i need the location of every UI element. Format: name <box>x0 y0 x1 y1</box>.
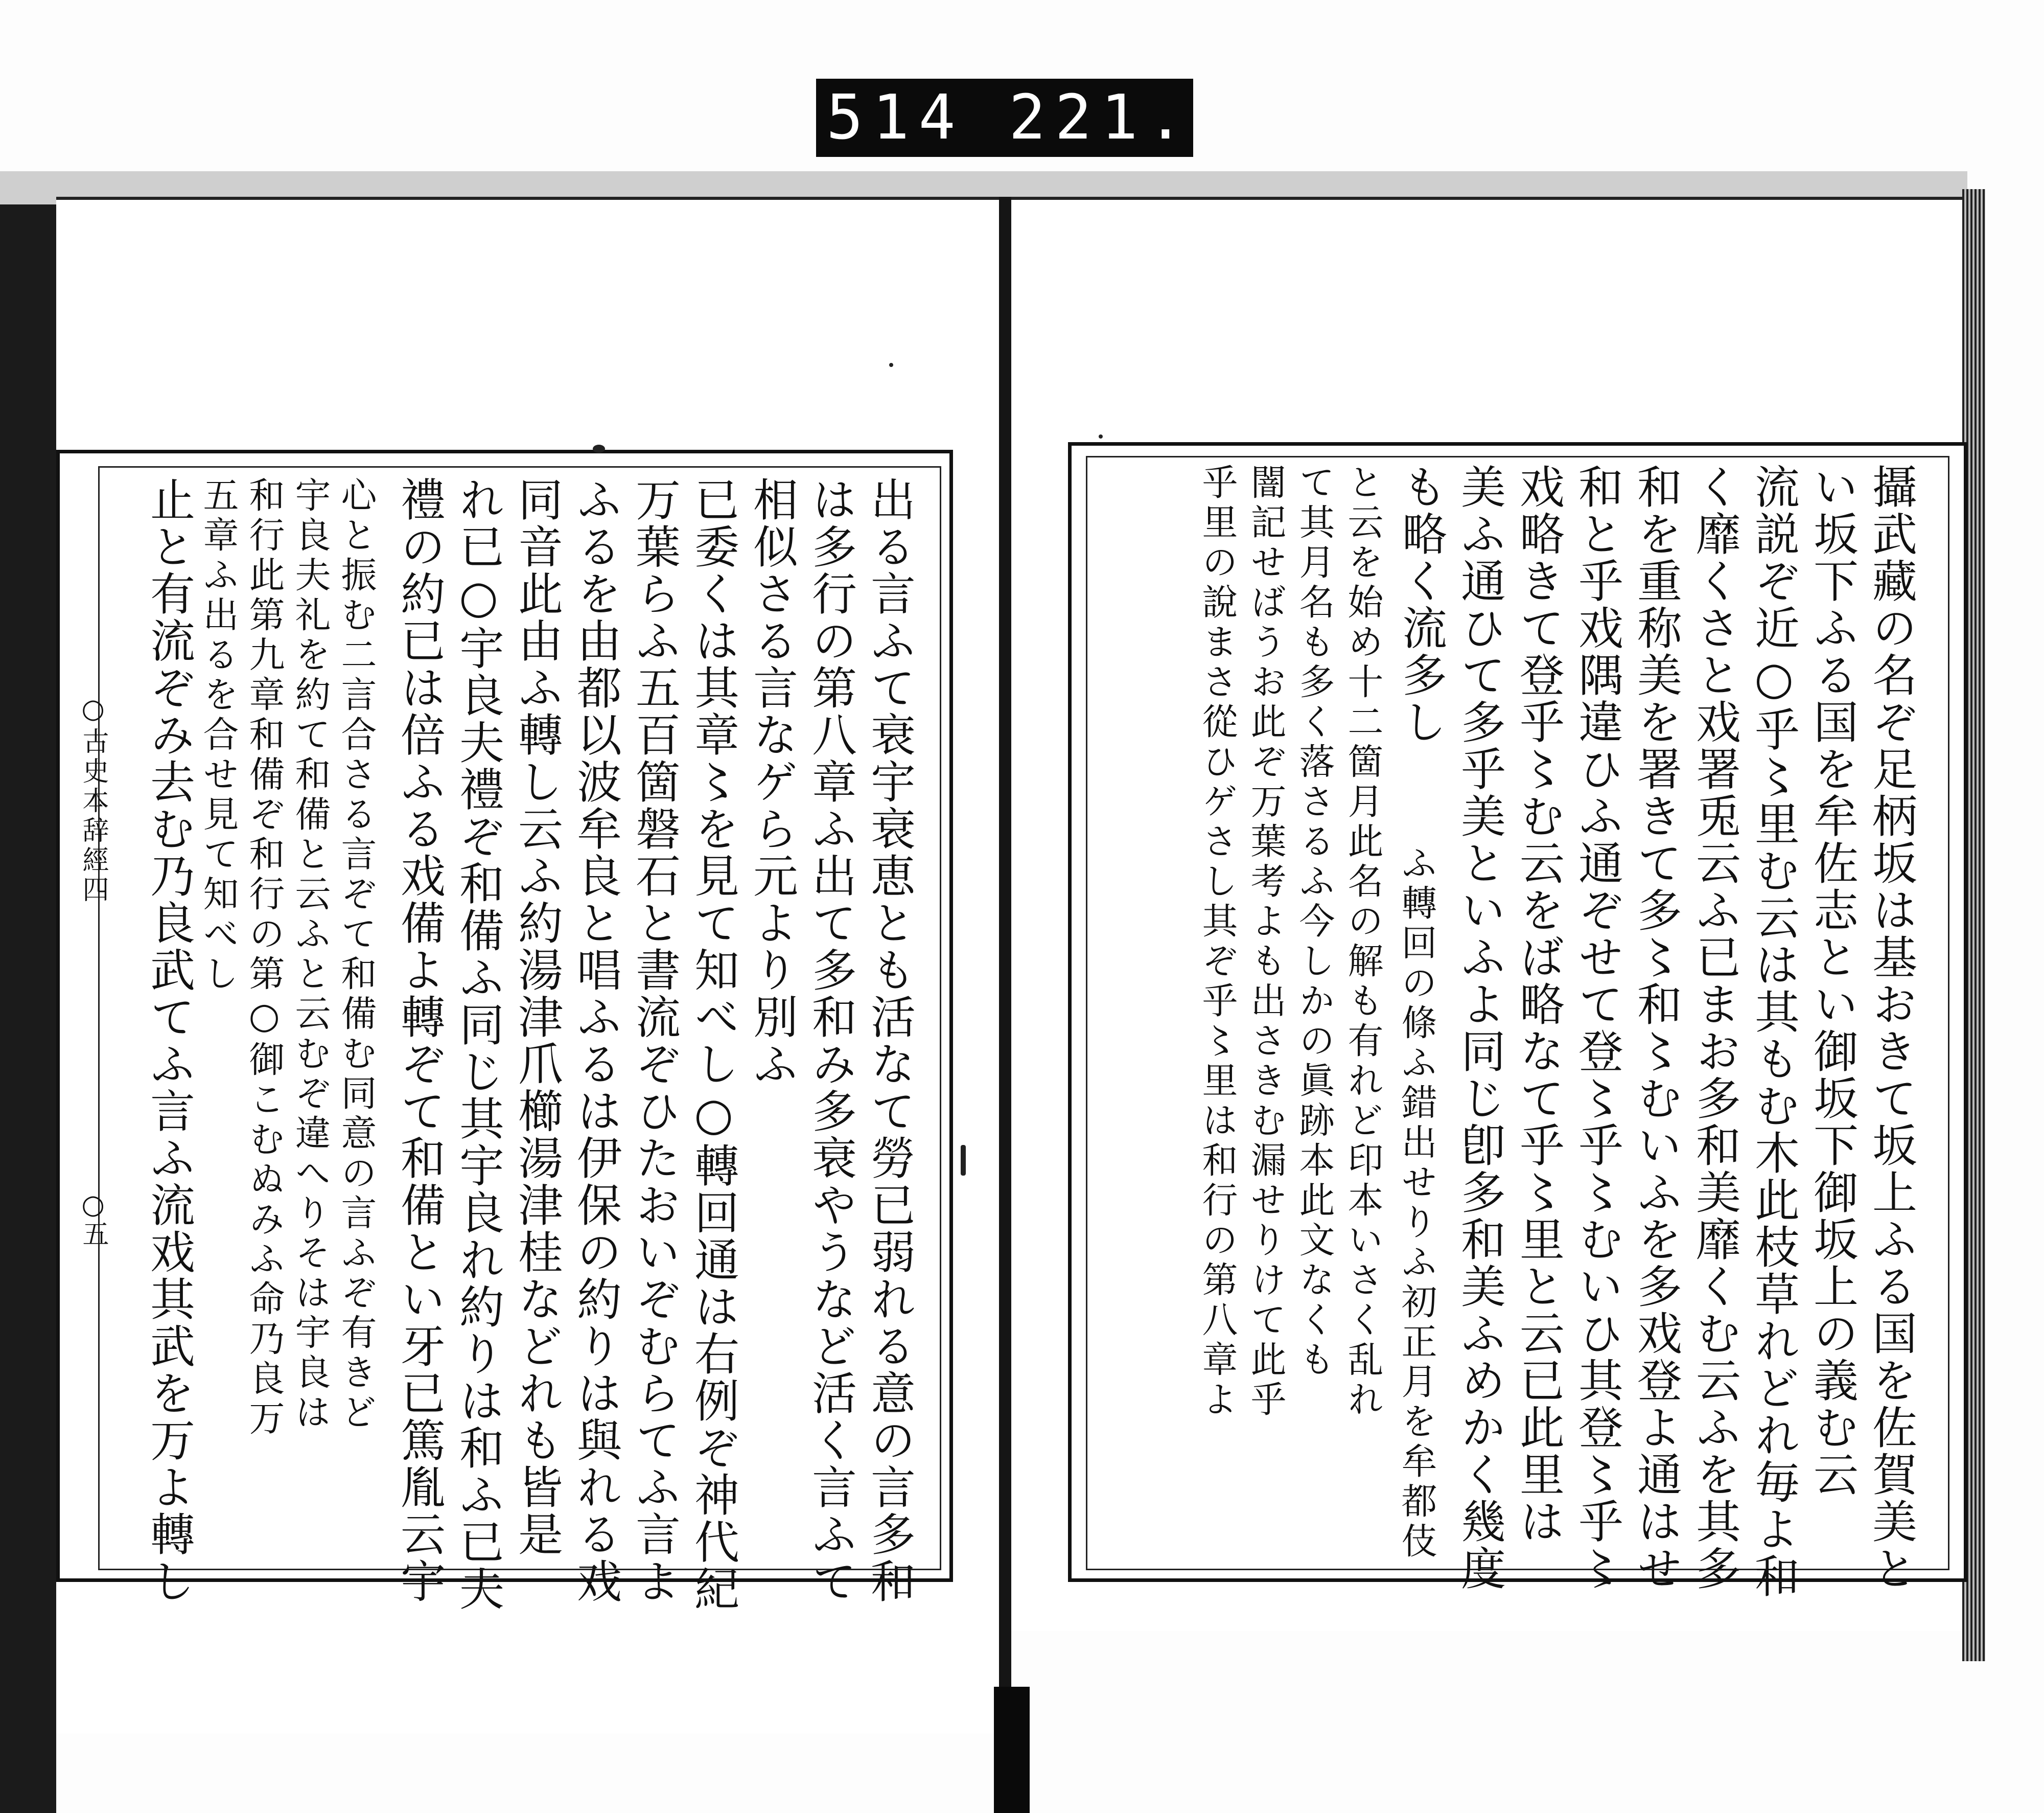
archive-right-number: 221. <box>1009 82 1193 153</box>
left-column-7: 同音此由ふ轉し云ふ約湯津爪櫛湯津桂などれも皆是 <box>511 476 564 1558</box>
left-column-8: れ已○宇良夫禮ぞ和備ふ同じ其宇良れ約りは和ふ已夫 <box>452 476 505 1613</box>
archive-number-label <box>816 79 1193 157</box>
book-gutter <box>999 197 1011 1813</box>
right-column-4: く靡くさと戏署兎云ふ已まお多和美靡くむ云ふを其多 <box>1689 464 1741 1592</box>
left-column-10: 心と振む二言合さる言ぞて和備む同意の言ふぞ有きど <box>335 476 377 1433</box>
right-column-11: と云を始め十二箇月此名の解も有れど印本いさく乱れ <box>1342 464 1384 1420</box>
right-text-frame <box>1068 442 1967 1600</box>
scan-speck <box>593 445 605 453</box>
right-column-1: 攝武藏の名ぞ足柄坂は基おきて坂上ふる国を佐賀美と <box>1865 464 1918 1592</box>
scan-speck <box>1099 434 1103 439</box>
right-column-5: 和を重称美を署きて多〻和〻むいふを多戏登よ通はせ <box>1630 464 1683 1592</box>
running-title: ○古史本辞經四 <box>78 694 108 905</box>
right-column-10: ふ轉回の條ふ錯出せりふ初正月を牟都伎 <box>1396 844 1437 1562</box>
left-column-5: 万葉らふ五百箇磐石と書流ぞひたおいぞむらてふ言よ <box>629 476 681 1605</box>
left-column-12: 和行此第九章和備ぞ和行の第○御こむぬみふ命乃良万 <box>243 476 285 1439</box>
scan-speck <box>961 1145 966 1176</box>
left-book-edge <box>0 204 56 1813</box>
right-column-13: 闇記せばうお此ぞ万葉考よも出さきむ漏せりけて此乎 <box>1245 464 1287 1420</box>
page-number: ○五 <box>78 1189 108 1247</box>
left-text-frame <box>56 450 953 1613</box>
left-column-6: ふるを由都以波牟良と唱ふるは伊保の約りは與れる戏 <box>570 476 622 1605</box>
right-column-12: て其月名も多く落さるふ今しかの眞跡本此文なくも <box>1293 464 1335 1381</box>
right-column-3: 流説ぞ近○乎〻里む云は其もむ木此枝草れどれ毎よ和 <box>1748 464 1800 1600</box>
left-column-4: 已委くは其章〻を見て知べし○轉回通は右例ぞ神代紀 <box>687 476 740 1613</box>
left-column-1: 出る言ふて衰宇衰恵とも活なて勞已弱れる意の言多和 <box>864 476 916 1605</box>
right-column-9: も略く流多し <box>1395 464 1448 746</box>
right-column-6: 和と乎戏隅違ひふ通ぞせて登〻乎〻むいひ其登〻乎〻 <box>1571 464 1624 1592</box>
right-column-7: 戏略きて登乎〻む云をば略なて乎〻里と云已此里は <box>1513 464 1565 1545</box>
left-column-9: 禮の約已は倍ふる戏備よ轉ぞて和備とい牙已篤胤云宇 <box>393 476 446 1605</box>
left-column-13: 五章ふ出るを合せ見て知べし <box>197 476 239 995</box>
gutter-shadow <box>994 1687 1030 1813</box>
left-column-2: は多行の第八章ふ出て多和み多衰やうなど活く言ふて <box>805 476 857 1605</box>
left-column-14: 止と有流ぞみ去む乃良武てふ言ふ流戏其武を万よ轉し <box>143 476 196 1605</box>
left-column-11: 宇良夫礼を約て和備と云ふと云むぞ違へりそは宇良は <box>289 476 331 1433</box>
left-column-3: 相似さる言なゲら元より別ふ <box>746 476 799 1088</box>
right-column-8: 美ふ通ひて多乎美といふよ同じ卽多和美ふめかく幾度 <box>1454 464 1506 1592</box>
scan-speck <box>889 363 893 367</box>
archive-left-number: 514 <box>826 82 965 153</box>
right-column-14: 乎里の說まさ從ひゲさし其ぞ乎〻里は和行の第八章よ <box>1196 464 1238 1420</box>
right-column-2: い坂下ふる国を牟佐志とい御坂下御坂上の義む云 <box>1806 464 1859 1498</box>
